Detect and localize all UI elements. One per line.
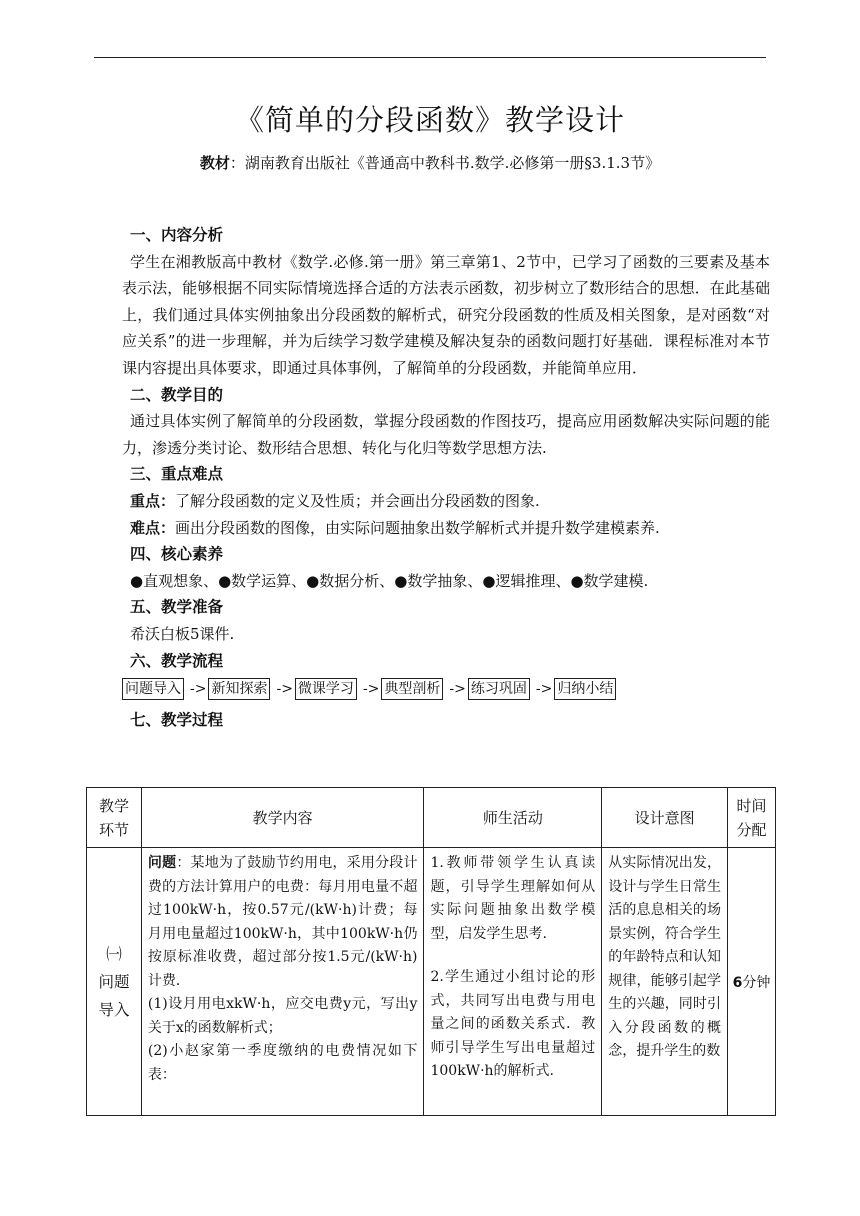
table-header-row (87, 788, 776, 848)
difficult-point-text: 画出分段函数的图像，由实际问题抽象出数学解析式并提升数学建模素养. (175, 518, 660, 537)
flow-step: 微课学习 (295, 678, 357, 700)
header-time-line: 分配 (736, 820, 767, 839)
page-title: 《简单的分段函数》教学设计 (234, 103, 625, 137)
key-point-label: 重点： (130, 491, 176, 510)
table-row (87, 848, 776, 1116)
time-unit: 分钟 (742, 974, 771, 991)
subtitle (0, 152, 860, 173)
flow-step: 练习巩固 (468, 678, 530, 700)
preparation-text: 希沃白板5课件. (130, 624, 235, 643)
section-paragraph: 学生在湘教版高中教材《数学.必修.第一册》第三章第1、2节中，已学习了函数的三要素及基本表示法，能够根据不同实际情境选择合适的方法表示函数，初步树立了数形结合的思想．在此基础上，我们通过具体实例抽象出分段函数的解析式，研究分段函数的性质及相关图象，是对函数“对应关系”的进一步理解，并为后续学习数学建模及解决复杂的函数问题打好基础．课程标准对本节课内容提出具体要求，即通过具体事例，了解简单的分段函数，并能简单应用． (122, 252, 770, 377)
header-stage (87, 788, 142, 848)
section-heading: 六、教学流程 (130, 651, 224, 670)
activity-step-1: 1.教师带领学生认真读题，引导学生理解如何从实际问题抽象出数学模型，启发学生思考. (430, 855, 596, 942)
section-heading: 三、重点难点 (130, 465, 224, 484)
teaching-flow (122, 676, 770, 703)
activity-cell (424, 848, 602, 1116)
subtitle-text: ：湖南教育出版社《普通高中教科书.数学.必修第一册§3.1.3节》 (229, 154, 661, 172)
activity-step-2: 2.学生通过小组讨论的形式，共同写出电费与用电量之间的函数关系式．教师引导学生写出电量超过100kW·h的解析式. (430, 969, 596, 1079)
content-cell (141, 848, 424, 1116)
section-heading: 七、教学过程 (130, 710, 224, 729)
header-activity: 师生活动 (424, 788, 602, 848)
flow-step: 归纳小结 (554, 678, 616, 700)
stage-number: ㈠ (106, 944, 122, 963)
flow-step: 典型剖析 (381, 678, 443, 700)
flow-arrow: -> (449, 681, 466, 698)
section-heading: 二、教学目的 (130, 385, 224, 404)
intent-cell (602, 848, 728, 1116)
key-point-text: 了解分段函数的定义及性质；并会画出分段函数的图象. (175, 491, 540, 510)
core-literacy-list: ●直观想象、●数学运算、●数据分析、●数学抽象、●逻辑推理、●数学建模. (130, 571, 649, 590)
flow-arrow: -> (362, 681, 380, 698)
problem-body: ：某地为了鼓励节约用电，采用分段计费的方法计算用户的电费：每月用电量不超过100kW·h，按0.57元/(kW·h)计费；每月用电量超过100kW·h，其中100kW·h仍按原标准收费，超过部分按1.5元/(kW·h)计费． (147, 855, 418, 989)
time-value: 6 (732, 974, 743, 991)
question-2: (2)小赵家第一季度缴纳的电费情况如下表： (147, 1043, 418, 1083)
time-cell (728, 848, 776, 1116)
problem-text (148, 852, 418, 993)
document-body (122, 222, 770, 733)
header-time-line: 时间 (736, 796, 767, 815)
problem-label: 问题 (147, 855, 177, 871)
teaching-process-table (86, 787, 776, 1116)
flow-step: 新知探索 (208, 678, 270, 700)
flow-arrow: -> (535, 681, 553, 698)
difficult-point (122, 515, 770, 542)
stage-cell (87, 848, 142, 1116)
question-1: (1)设月用电xkW·h，应交电费y元，写出y关于x的函数解析式； (147, 996, 418, 1036)
flow-step: 问题导入 (122, 678, 184, 700)
header-stage-line: 环节 (98, 820, 129, 839)
header-content: 教学内容 (141, 788, 424, 848)
flow-arrow: -> (190, 681, 207, 698)
section-heading: 一、内容分析 (130, 226, 224, 244)
intent-text: 从实际情况出发，设计与学生日常生活的息息相关的场景实例，符合学生的年龄特点和认知规律，能够引起学生的兴趣，同时引入分段函数的概念，提升学生的数 (608, 855, 722, 1059)
section-heading: 四、核心素养 (130, 545, 224, 564)
subtitle-label: 教材 (199, 154, 230, 172)
stage-line: 导入 (98, 1000, 130, 1019)
header-rule (94, 57, 766, 58)
section-heading: 五、教学准备 (130, 598, 224, 617)
difficult-point-label: 难点： (130, 518, 176, 537)
header-stage-line: 教学 (98, 796, 129, 815)
stage-line: 问题 (98, 972, 130, 991)
header-time (728, 788, 776, 848)
key-point (122, 488, 770, 515)
section-paragraph: 通过具体实例了解简单的分段函数，掌握分段函数的作图技巧，提高应用函数解决实际问题的能力，渗透分类讨论、数形结合思想、转化与化归等数学思想方法. (122, 412, 770, 457)
flow-arrow: -> (276, 681, 293, 698)
header-intent: 设计意图 (602, 788, 728, 848)
